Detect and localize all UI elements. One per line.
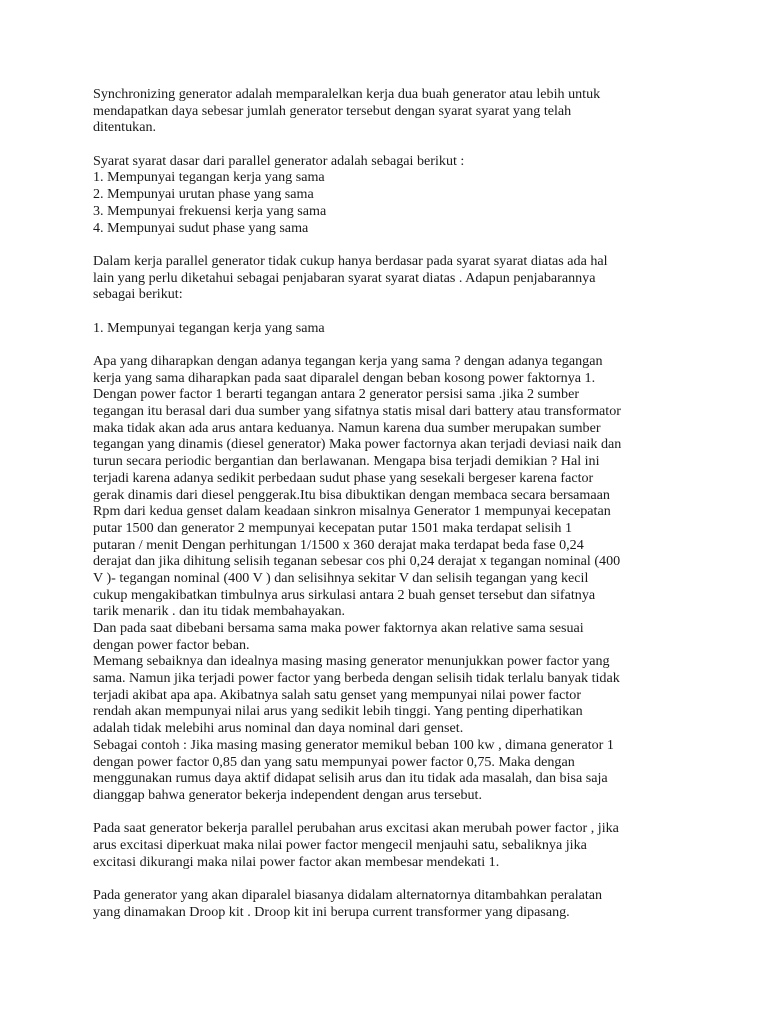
text-line: kerja yang sama diharapkan pada saat diparalel dengan beban kosong power faktornya 1. <box>93 369 596 386</box>
text-line: menggunakan rumus daya aktif didapat selisih arus dan itu tidak ada masalah, dan bisa saja <box>93 770 608 787</box>
text-line: arus excitasi diperkuat maka nilai power factor mengecil menjauhi satu, sebaliknya jika <box>93 836 587 853</box>
text-line: cukup mengakibatkan timbulnya arus sirkulasi antara 2 buah genset tersebut dan sifatnya <box>93 586 596 603</box>
requirement-item: 3. Mempunyai frekuensi kerja yang sama <box>93 202 327 219</box>
text-line: ditentukan. <box>93 119 157 136</box>
text-line: Memang sebaiknya dan idealnya masing masing generator menunjukkan power factor yang <box>93 653 610 670</box>
requirements-block <box>93 153 683 236</box>
excitation-paragraph <box>93 820 683 870</box>
requirement-item: 2. Mempunyai urutan phase yang sama <box>93 186 314 203</box>
text-line: gerak dinamis dari diesel penggerak.Itu bisa dibuktikan dengan membaca secara bersamaan <box>93 486 610 503</box>
text-line: tarik menarik . dan itu tidak membahayakan. <box>93 603 346 620</box>
explanation-intro-paragraph <box>93 253 683 303</box>
text-line: dianggap bahwa generator bekerja independent dengan arus tersebut. <box>93 786 482 803</box>
text-line: putaran / menit Dengan perhitungan 1/1500 x 360 derajat maka terdapat beda fase 0,24 <box>93 536 584 553</box>
requirement-item: 4. Mempunyai sudut phase yang sama <box>93 219 309 236</box>
text-line: tegangan itu berasal dari dua sumber yang sifatnya statis misal dari battery atau transformator <box>93 403 621 420</box>
text-line: lain yang perlu diketahui sebagai penjabaran syarat syarat diatas . Adapun penjabarannya <box>93 269 596 286</box>
text-line: Pada generator yang akan diparalel biasanya didalam alternatornya ditambahkan peralatan <box>93 887 603 903</box>
text-line: dengan power factor beban. <box>93 636 250 653</box>
section1-body <box>93 353 683 804</box>
intro-paragraph <box>93 86 683 136</box>
droop-paragraph <box>93 887 683 920</box>
text-line: maka tidak akan ada arus antara keduanya. Namun karena dua sumber merupakan sumber <box>93 419 601 436</box>
text-line: Dan pada saat dibebani bersama sama maka power faktornya akan relative sama sesuai <box>93 620 584 636</box>
text-line: Pada saat generator bekerja parallel perubahan arus excitasi akan merubah power factor , jika <box>93 820 619 837</box>
paragraph-gap <box>93 870 683 887</box>
text-line: Apa yang diharapkan dengan adanya tegangan kerja yang sama ? dengan adanya tegangan <box>93 353 603 369</box>
paragraph-gap <box>93 236 683 253</box>
text-line: putar 1500 dan generator 2 mempunyai kecepatan putar 1501 maka terdapat selisih 1 <box>93 519 573 536</box>
text-line: mendapatkan daya sebesar jumlah generator tersebut dengan syarat syarat yang telah <box>93 102 572 119</box>
text-line: dengan power factor 0,85 dan yang satu mempunyai power factor 0,75. Maka dengan <box>93 753 575 770</box>
text-line: sama. Namun jika terjadi power factor yang berbeda dengan selisih tidak terlalu banyak tidak <box>93 670 620 687</box>
paragraph-gap <box>93 336 683 353</box>
text-line: turun secara periodic bergantian dan berlawanan. Mengapa bisa terjadi demikian ? Hal ini <box>93 453 600 470</box>
text-line: tegangan yang dinamis (diesel generator) Maka power factornya akan terjadi deviasi naik dan <box>93 436 622 453</box>
text-line: terjadi akibat apa apa. Akibatnya salah satu genset yang mempunyai nilai power factor <box>93 686 582 703</box>
text-line: derajat dan jika dihitung selisih teganan sebesar cos phi 0,24 derajat x tegangan nominal (400 <box>93 553 621 570</box>
text-line: adalah tidak melebihi arus nominal dan daya nominal dari genset. <box>93 720 464 737</box>
text-line: V )- tegangan nominal (400 V ) dan selisihnya sekitar V dan selisih tegangan yang kecil <box>93 569 589 586</box>
text-line: Rpm dari kedua genset dalam keadaan sinkron misalnya Generator 1 mempunyai kecepatan <box>93 503 611 520</box>
text-line: yang dinamakan Droop kit . Droop kit ini berupa current transformer yang dipasang. <box>93 903 570 920</box>
text-line: Dalam kerja parallel generator tidak cukup hanya berdasar pada syarat syarat diatas ada hal <box>93 252 608 269</box>
requirements-heading: Syarat syarat dasar dari parallel generator adalah sebagai berikut : <box>93 152 465 169</box>
text-line: rendah akan mempunyai nilai arus yang sedikit lebih tinggi. Yang penting diperhatikan <box>93 703 583 720</box>
text-line: terjadi karena adanya sedikit perbedaan sudut phase yang sesekali bergeser karena factor <box>93 469 594 486</box>
text-line: excitasi dikurangi maka nilai power factor akan membesar mendekati 1. <box>93 853 500 870</box>
paragraph-gap <box>93 136 683 153</box>
section-heading: 1. Mempunyai tegangan kerja yang sama <box>93 319 325 336</box>
document-page <box>93 86 683 920</box>
paragraph-gap <box>93 303 683 320</box>
paragraph-gap <box>93 804 683 821</box>
text-line: sebagai berikut: <box>93 286 183 303</box>
text-line: Sebagai contoh : Jika masing masing generator memikul beban 100 kw , dimana generator 1 <box>93 736 614 753</box>
text-line: Dengan power factor 1 berarti tegangan antara 2 generator persisi sama .jika 2 sumber <box>93 386 580 403</box>
text-line: Synchronizing generator adalah memparalelkan kerja dua buah generator atau lebih untuk <box>93 86 601 102</box>
requirement-item: 1. Mempunyai tegangan kerja yang sama <box>93 169 325 186</box>
